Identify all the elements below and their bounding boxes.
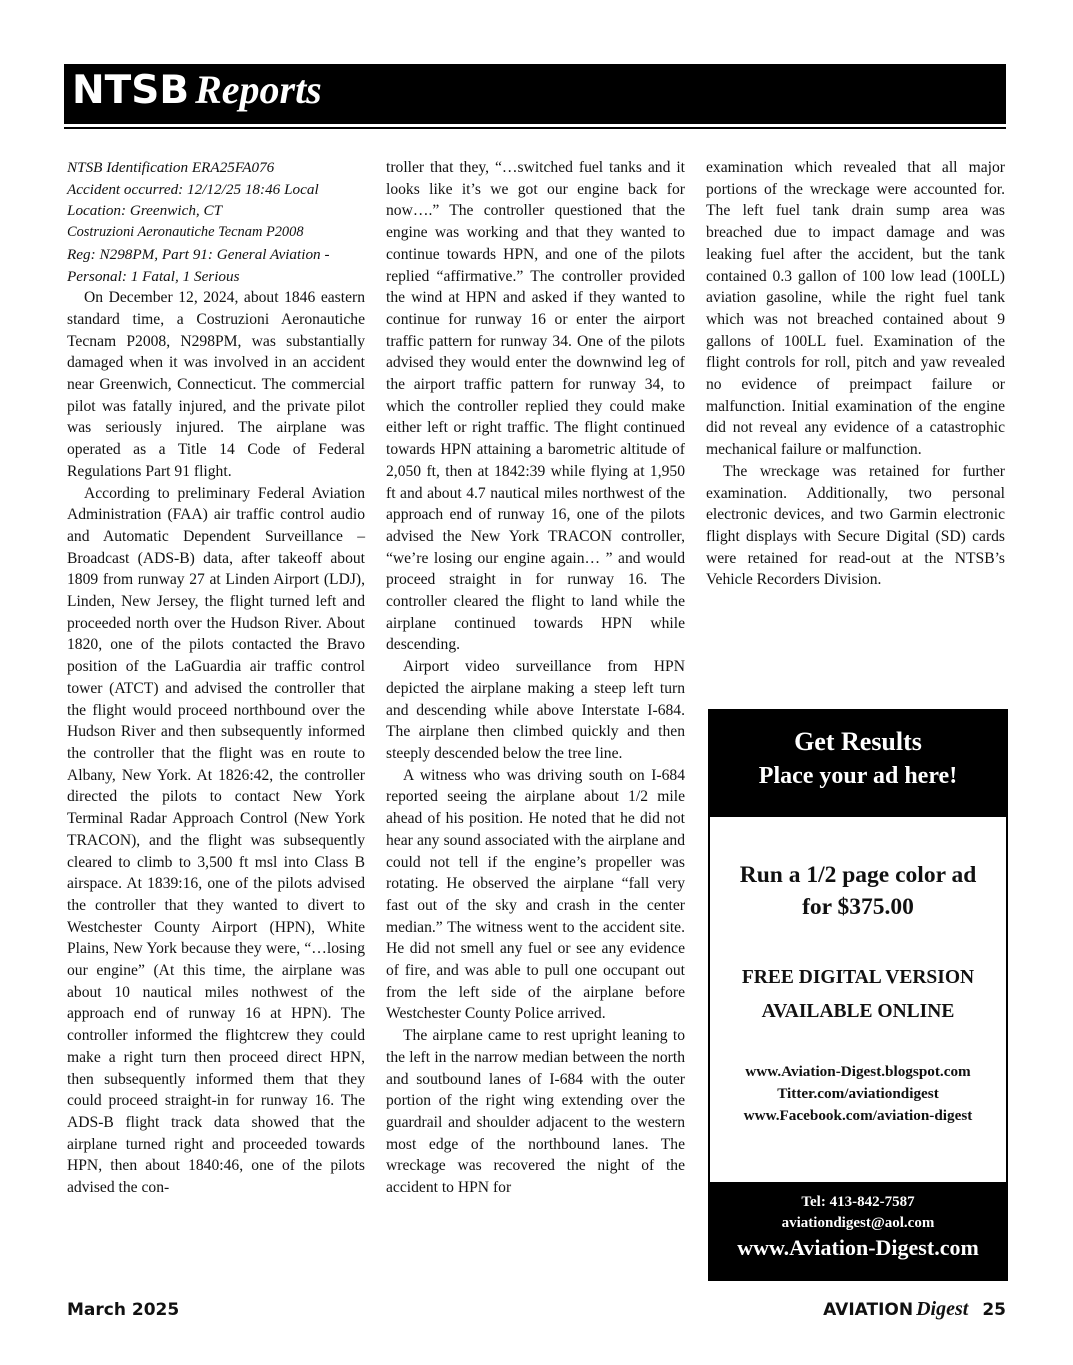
report-location: Location: Greenwich, CT (67, 202, 223, 220)
section-title-reports: Reports (195, 67, 322, 112)
footer-mag-name: AVIATION (823, 1300, 914, 1320)
footer-date: March 2025 (67, 1300, 180, 1320)
article-paragraph: According to preliminary Federal Aviation Administration (FAA) air traffic control audio and Automatic Dependent Surveillance – Broadcast (ADS-B) data, after takeoff about 1809 from runway 27 at Linden Airport (LDJ), Linden, New Jersey, the flight turned left and proceeded north over the Hudson River. About 1820, one of the pilots contacted the Bravo position of the LaGuardia air traffic control tower (ATCT) and advised the controller that the flight would proceed northbound over the Hudson River and then subsequently informed the controller that the flight was en route to Albany, New York. At 1826:42, the controller directed the pilots to contact New York Terminal Radar Approach Control (New York TRACON), and the flight was subsequently cleared to climb to 3,500 ft msl into Class B airspace. At 1839:16, one of the pilots advised the controller that they wanted to divert to Westchester County Airport (HPN), White Plains, New York because they were, “…losing our engine” (At this time, the airplane was about 10 nautical miles nothwest of the approach end of runway 16 at HPN). The controller informed the flightcrew they could make a right turn then proceed direct HPN, then subsequently informed them that they could proceed straight-in for runway 16. The ADS-B flight track data showed that the airplane turned right and proceeded towards HPN, then about 1840:46, one of the pilots advised the con- (67, 484, 365, 1197)
ad-offer (710, 859, 1006, 923)
ad-header (710, 711, 1006, 817)
ad-digital-notice (710, 961, 1006, 1029)
article-column-2 (386, 157, 685, 1199)
article-paragraph: On December 12, 2024, about 1846 eastern standard time, a Costruzioni Aeronautiche Tecnam P2008, N298PM, was substantially damaged when it was involved in an accident near Greenwich, Connecticut. The commercial pilot was fatally injured, and the private pilot was seriously injured. The airplane was operated as a Title 14 Code of Federal Regulations Part 91 flight. (67, 289, 365, 480)
ad-links (710, 1061, 1006, 1127)
ad-website[interactable]: www.Aviation-Digest.com (737, 1235, 979, 1260)
ad-headline: Get Results (794, 727, 922, 756)
ad-link-facebook[interactable]: www.Facebook.com/aviation-digest (743, 1107, 973, 1124)
footer-masthead (823, 1298, 1006, 1321)
ad-free-line: FREE DIGITAL VERSION (741, 967, 975, 988)
page-number: 25 (982, 1300, 1006, 1320)
footer-mag-digest: Digest (916, 1298, 969, 1320)
section-title-ntsb: NTSB (72, 68, 190, 113)
ad-offer-price: for $375.00 (802, 894, 914, 920)
article-paragraph: The wreckage was retained for further examination. Additionally, two personal electronic devices, and two Garmin electronic flight displays with Secure Digital (SD) cards were retained for read-out at the NTSB’s Vehicle Recorders Division. (706, 462, 1005, 589)
article-paragraph: troller that they, “…switched fuel tanks and it looks like it’s we got our engine back for now….” The controller questioned that the engine was working and that they wanted to continue towards HPN, and one of the pilots replied “affirmative.” The controller provided the wind at HPN and asked if they wanted to continue for runway 16 or enter the airport traffic pattern for runway 34. One of the pilots advised they would enter the downwind leg of the airport traffic pattern for runway 34, to which the controller replied they could make either left or right traffic. The flight continued towards HPN attaining a barometric altitude of 2,050 ft, then at 1842:39 while flying at 1,950 ft and about 4.7 nautical miles northwest of the approach end of runway 16, one of the pilots advised the New York TRACON controller, “we’re losing our engine again… ” and would proceed straight in for runway 16. The controller cleared the flight to land while the airplane continued towards HPN while descending. (386, 159, 685, 654)
article-paragraph: A witness who was driving south on I-684 reported seeing the airplane about 1/2 mile ahead of his position. He noted that he did not hear any sound associated with the airplane and could not tell if the engine’s propeller was rotating. He observed the airplane “fall very fast out of the sky and crash in the center median.” The witness went to the accident site. He did not smell any fuel or see any evidence of fire, and was able to pull one occupant out from the left side of the airplane before Westchester County Police arrived. (386, 766, 685, 1023)
ad-link-blog[interactable]: www.Aviation-Digest.blogspot.com (745, 1063, 971, 1080)
advertisement-box (708, 709, 1008, 1281)
ad-link-twitter[interactable]: Titter.com/aviationdigest (777, 1085, 939, 1102)
article-paragraph: Airport video surveillance from HPN depicted the airplane making a steep left turn and descending while above Interstate I-684. The airplane then climbed quickly and then steeply descended below the tree line. (386, 658, 685, 762)
ad-phone: Tel: 413-842-7587 (801, 1194, 915, 1210)
section-title (72, 66, 322, 113)
section-banner (64, 64, 1006, 124)
report-id: NTSB Identification ERA25FA076 (67, 159, 275, 176)
report-aircraft: Costruzioni Aeronautiche Tecnam P2008 (67, 224, 304, 241)
article-paragraph: examination which revealed that all major portions of the wreckage were accounted for. The left fuel tank drain sump area was breached due to impact damage and was leaking fuel after the accident, but the tank contained 0.3 gallon of 100 low lead (100LL) aviation gasoline, while the right fuel tank which was not breached contained about 9 gallons of 100LL fuel. Examination of the flight controls for roll, pitch and yaw revealed no evidence of preimpact failure or malfunction. Initial examination of the engine did not reveal any evidence of a catastrophic mechanical failure or malfunction. (706, 159, 1005, 459)
ad-offer-line: Run a 1/2 page color ad (739, 862, 977, 888)
ad-email[interactable]: aviationdigest@aol.com (781, 1215, 935, 1231)
ad-available-line: AVAILABLE ONLINE (761, 1001, 955, 1022)
ad-contact (710, 1182, 1006, 1279)
article-column-1 (67, 157, 365, 1199)
article-column-3 (706, 157, 1005, 591)
report-injuries: Personal: 1 Fatal, 1 Serious (67, 267, 240, 285)
banner-underline (64, 127, 1006, 129)
report-registration: Reg: N298PM, Part 91: General Aviation - (67, 245, 330, 263)
ad-subheadline: Place your ad here! (758, 763, 958, 789)
article-paragraph: The airplane came to rest upright leaning to the left in the narrow median between the north and soutbound lanes of I-684 with the outer portion of the right wing extending over the guardrail and shoulder adjacent to the western most edge of the northbound lanes. The wreckage was recovered the night of the accident to HPN for (386, 1027, 685, 1197)
report-occurred: Accident occurred: 12/12/25 18:46 Local (67, 180, 319, 198)
